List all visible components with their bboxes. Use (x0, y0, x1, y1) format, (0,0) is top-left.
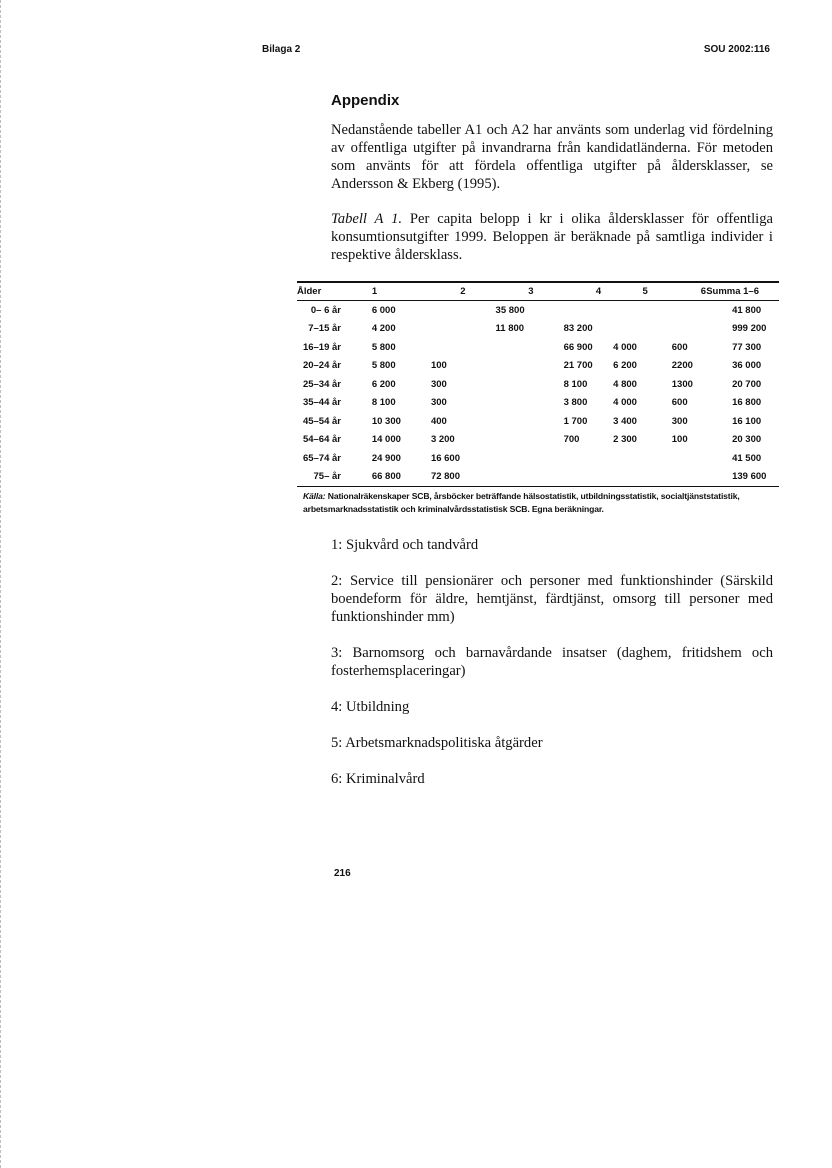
table-cell (648, 301, 706, 320)
table-body (297, 301, 779, 487)
table-cell: 100 (671, 434, 688, 446)
table-cell: 16 100 (732, 415, 762, 427)
table-cell: 66 900 (563, 341, 593, 353)
table-cell: 5 800 (371, 341, 396, 353)
table-cell (534, 449, 602, 468)
legend-item: 3: Barnomsorg och barnavårdande insatser (daghem, fritidshem och fosterhemsplaceringar) (331, 645, 773, 679)
table-cell (466, 468, 534, 487)
age-class-cell (297, 338, 350, 357)
table-cell: 41 800 (732, 304, 762, 316)
age-class-cell (297, 468, 350, 487)
table-cell: 1 700 (563, 415, 588, 427)
table-cell (648, 468, 706, 487)
age-class-label: 45–54 år (302, 415, 341, 427)
column-header: 3 (466, 282, 534, 301)
table-cell: 20 300 (732, 434, 762, 446)
table-cell: 4 000 (613, 397, 637, 409)
running-header-left: Bilaga 2 (262, 44, 301, 55)
table-cell (466, 394, 534, 413)
table-cell: 36 000 (732, 360, 762, 372)
table-cell: 8 100 (371, 397, 396, 409)
page-number: 216 (334, 868, 351, 879)
table-row (297, 412, 779, 431)
table-cell: 83 200 (563, 323, 593, 335)
table-cell (466, 375, 534, 394)
table-cell: 14 000 (371, 434, 401, 446)
table-cell: 16 800 (732, 397, 762, 409)
table-caption-label: Tabell A 1. (331, 211, 403, 227)
table-cell (407, 338, 466, 357)
table-cell: 2200 (671, 360, 693, 372)
table-cell: 600 (671, 397, 688, 409)
table-cell: 21 700 (563, 360, 593, 372)
table-cell: 16 600 (430, 452, 460, 464)
column-header: Ålder (297, 282, 350, 301)
table-cell: 3 800 (563, 397, 588, 409)
table-cell: 72 800 (407, 468, 466, 487)
age-class-label: 16–19 år (302, 341, 341, 353)
column-header: 6 (648, 282, 706, 301)
table-cell (534, 301, 602, 320)
table-cell: 6 200 (371, 378, 396, 390)
table-row (297, 431, 779, 450)
age-class-cell (297, 449, 350, 468)
column-header: Summa 1–6 (706, 282, 779, 301)
table-row (297, 468, 779, 487)
table-cell (466, 357, 534, 376)
table-cell (466, 338, 534, 357)
table-cell (534, 468, 602, 487)
table-cell: 5 800 (371, 360, 396, 372)
table-cell: 700 (563, 434, 580, 446)
table-cell: 4 800 (613, 378, 637, 390)
column-header: 1 (350, 282, 407, 301)
column-header: 4 (534, 282, 602, 301)
age-class-cell (297, 357, 350, 376)
age-class-label: 65–74 år (302, 452, 341, 464)
table-cell (466, 431, 534, 450)
table-source-note (303, 490, 773, 516)
source-label: Källa: (303, 491, 326, 501)
legend-item: 6: Kriminalvård (331, 771, 425, 787)
legend-item: 5: Arbetsmarknadspolitiska åtgärder (331, 735, 543, 751)
table-cell: 66 800 (350, 468, 407, 487)
table-cell: 11 800 (495, 323, 525, 335)
age-class-label: 75– år (313, 471, 341, 483)
table-cell (601, 320, 648, 339)
column-header: 5 (601, 282, 648, 301)
table-cell: 35 800 (495, 304, 525, 316)
legend-item: 4: Utbildning (331, 699, 410, 715)
age-class-cell (297, 301, 350, 320)
column-header: 2 (407, 282, 466, 301)
table-cell: 6 000 (371, 304, 396, 316)
table-cell: 300 (430, 378, 447, 390)
table-cell (601, 301, 648, 320)
table-cell (466, 449, 534, 468)
table-row (297, 301, 779, 320)
legend-item: 1: Sjukvård och tandvård (331, 537, 479, 553)
table-row (297, 394, 779, 413)
scan-edge-artifact (0, 0, 4, 1168)
table-cell: 4 000 (613, 341, 637, 353)
table-cell (601, 468, 648, 487)
table-cell (648, 449, 706, 468)
age-class-cell (297, 394, 350, 413)
table-cell (648, 320, 706, 339)
legend-item: 2: Service till pensionärer och personer med funktionshinder (Särskild boendeform för äldre, hemtjänst, färdtjänst, omsorg till personer med funktionshinder mm) (331, 573, 773, 625)
table-cell: 3 200 (430, 434, 455, 446)
table-cell: 100 (430, 360, 447, 372)
table-cell: 999 200 (732, 323, 767, 335)
table-cell: 10 300 (371, 415, 401, 427)
age-class-label: 7–15 år (308, 323, 341, 335)
table-cell: 77 300 (732, 341, 762, 353)
intro-paragraph: Nedanstående tabeller A1 och A2 har använts som underlag vid fördelning av offentliga utgifter på invandrarna från kandidatländerna. För metoden som använts för att fördela offentliga utgifter på åldersklasser, se Andersson & Ekberg (1995). (331, 122, 773, 192)
age-class-label: 35–44 år (302, 397, 341, 409)
column-legend (331, 536, 773, 806)
expenditure-table (297, 281, 779, 487)
table-cell: 8 100 (563, 378, 588, 390)
running-header-right: SOU 2002:116 (703, 44, 770, 55)
table-cell: 6 200 (613, 360, 637, 372)
table-header-row (297, 282, 779, 301)
table-row (297, 449, 779, 468)
table-cell (407, 320, 466, 339)
table-cell (601, 449, 648, 468)
age-class-cell (297, 412, 350, 431)
table-cell: 3 400 (613, 415, 637, 427)
table-cell: 20 700 (732, 378, 762, 390)
table-row (297, 338, 779, 357)
table-cell: 24 900 (371, 452, 401, 464)
source-text: Nationalräkenskaper SCB, årsböcker beträffande hälsostatistik, utbildningsstatistik, socialtjänststatistik, arbetsmarknadsstatistik och kriminalvårdsstatistisk SCB. Egna beräkningar. (303, 491, 740, 514)
table-cell: 1300 (671, 378, 693, 390)
table-cell: 400 (430, 415, 447, 427)
table-cell: 4 200 (371, 323, 396, 335)
table-cell (407, 301, 466, 320)
table-caption-text: Per capita belopp i kr i olika åldersklasser för offentliga konsumtionsutgifter 1999. Beloppen är beräknade på samtliga individer i respektive åldersklass. (331, 211, 773, 263)
age-class-label: 25–34 år (302, 378, 341, 390)
table-cell: 139 600 (706, 468, 779, 487)
table-cell: 300 (430, 397, 447, 409)
table-row (297, 375, 779, 394)
table-row (297, 357, 779, 376)
age-class-cell (297, 320, 350, 339)
table-row (297, 320, 779, 339)
age-class-cell (297, 431, 350, 450)
table-caption (331, 210, 773, 264)
table-cell: 600 (671, 341, 688, 353)
age-class-label: 20–24 år (302, 360, 341, 372)
section-heading: Appendix (331, 92, 400, 109)
age-class-cell (297, 375, 350, 394)
table-cell: 2 300 (613, 434, 637, 446)
table-cell (466, 412, 534, 431)
age-class-label: 0– 6 år (310, 304, 341, 316)
table-cell: 41 500 (732, 452, 762, 464)
table-cell: 300 (671, 415, 688, 427)
age-class-label: 54–64 år (302, 434, 341, 446)
